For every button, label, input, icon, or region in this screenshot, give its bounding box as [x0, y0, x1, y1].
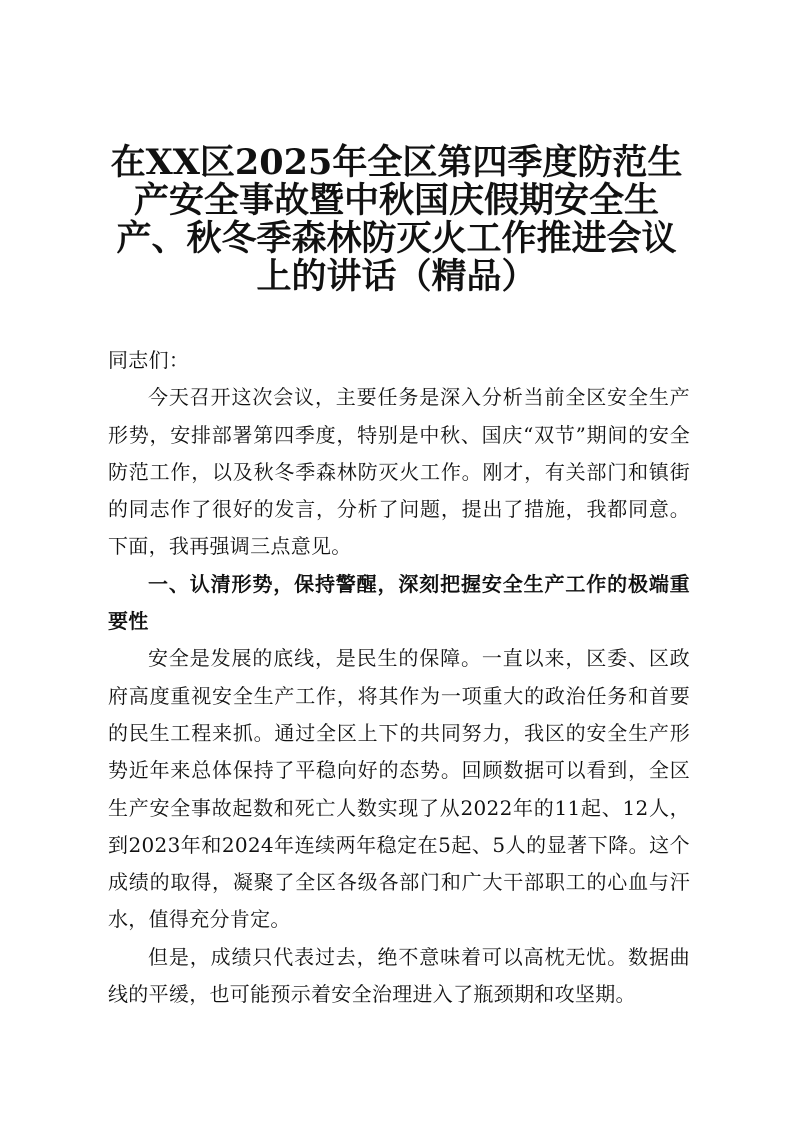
paragraph-safety: 安全是发展的底线，是民生的保障。一直以来，区委、区政府高度重视安全生产工作，将其作为一项重大的政治任务和首要的民生工程来抓。通过全区上下的共同努力，我区的安全生产形势近年来总体保持了平稳向好的态势。回顾数据可以看到，全区生产安全事故起数和死亡人数实现了从2022年的11起、12人，到2023年和2024年连续两年稳定在5起、5人的显著下降。这个成绩的取得，凝聚了全区各级各部门和广大干部职工的心血与汗水，值得充分肯定。: [108, 646, 690, 932]
paragraph-intro: 今天召开这次会议，主要任务是深入分析当前全区安全生产形势，安排部署第四季度，特别是中秋、国庆“双节”期间的安全防范工作，以及秋冬季森林防灭火工作。刚才，有关部门和镇街的同志作了很好的发言，分析了问题，提出了措施，我都同意。下面，我再强调三点意见。: [108, 385, 690, 559]
section-heading-1: 一、认清形势，保持警醒，深刻把握安全生产工作的极端重要性: [108, 571, 690, 634]
document-title: 在XX区2025年全区第四季度防范生产安全事故暨中秋国庆假期安全生产、秋冬季森林防灭火工作推进会议上的讲话（精品）: [110, 142, 683, 297]
salutation: 同志们：: [108, 348, 190, 372]
paragraph-however: 但是，成绩只代表过去，绝不意味着可以高枕无忧。数据曲线的平缓，也可能预示着安全治理进入了瓶颈期和攻坚期。: [108, 944, 690, 1007]
document-body: [108, 342, 690, 1013]
